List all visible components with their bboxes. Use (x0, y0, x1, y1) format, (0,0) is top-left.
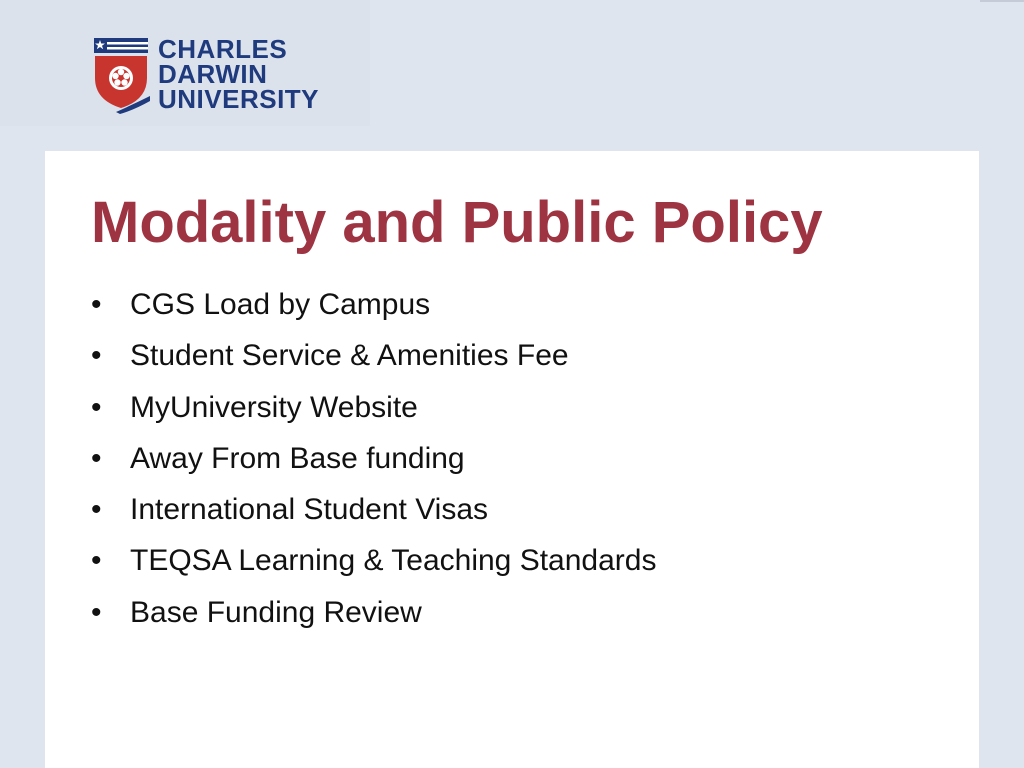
logo-line-university: UNIVERSITY (158, 84, 320, 114)
bullet-icon: • (91, 390, 102, 424)
university-wordmark (158, 34, 320, 114)
logo-line-charles: CHARLES (158, 34, 288, 64)
university-crest-icon (94, 38, 150, 114)
slide-content-panel (45, 151, 979, 768)
bullet-item (91, 439, 656, 490)
bullet-icon: • (91, 493, 102, 527)
bullet-text: Student Service & Amenities Fee (130, 339, 569, 373)
bullet-icon: • (91, 544, 102, 578)
bullet-list (91, 285, 656, 644)
bullet-item (91, 388, 656, 439)
bullet-text: Away From Base funding (130, 441, 465, 475)
bullet-text: CGS Load by Campus (130, 288, 431, 321)
university-logo (0, 0, 370, 126)
bullet-text: Base Funding Review (130, 595, 422, 629)
logo-line-darwin: DARWIN (158, 59, 268, 89)
corner-divider (980, 0, 1024, 2)
bullet-icon: • (91, 339, 102, 373)
bullet-item (91, 593, 656, 644)
bullet-item (91, 285, 656, 336)
bullet-text: MyUniversity Website (130, 390, 418, 424)
bullet-text: TEQSA Learning & Teaching Standards (130, 544, 657, 578)
bullet-icon: • (91, 595, 102, 629)
bullet-icon: • (91, 288, 102, 321)
bullet-item (91, 541, 656, 592)
bullet-icon: • (91, 441, 102, 475)
bullet-item (91, 490, 656, 541)
slide-title: Modality and Public Policy (91, 190, 823, 255)
bullet-text: International Student Visas (130, 493, 489, 527)
bullet-item (91, 336, 656, 387)
